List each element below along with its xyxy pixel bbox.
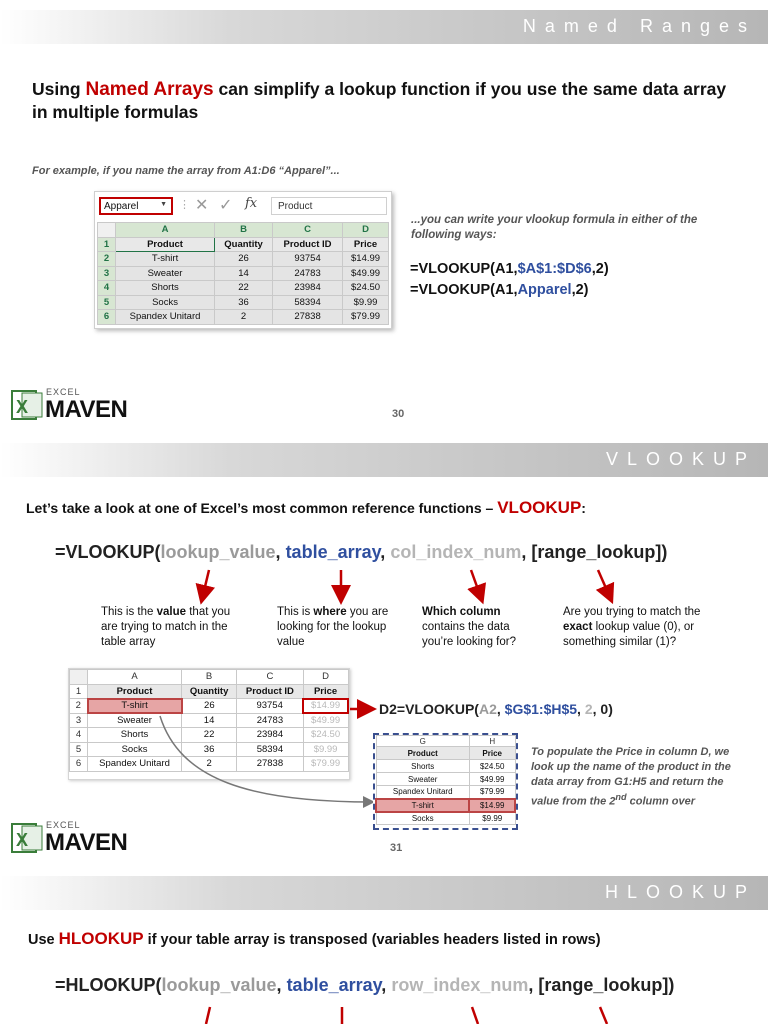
cell[interactable]: 36 (215, 295, 273, 310)
cell[interactable]: 93754 (273, 252, 343, 267)
row-number[interactable]: 6 (70, 757, 88, 772)
name-box-value: Apparel (104, 201, 139, 212)
cell[interactable]: $79.99 (343, 310, 389, 325)
gh-table (375, 735, 516, 825)
hlookup-intro (28, 929, 601, 949)
table-row (376, 747, 515, 760)
lookup-array-gh (373, 733, 518, 830)
cell[interactable]: $24.50 (343, 281, 389, 296)
separator-icon: ⋮ (179, 199, 190, 211)
arrow-lookup-value (206, 1007, 210, 1024)
arrow-range-lookup (600, 1007, 607, 1024)
desc-text: This is the (101, 606, 157, 618)
cell[interactable]: Spandex Unitard (116, 310, 215, 325)
cell[interactable]: Sweater (116, 266, 215, 281)
desc-text: contains the data you’re looking for? (422, 621, 516, 648)
row-number[interactable]: 4 (70, 728, 88, 743)
column-header-row (376, 736, 515, 747)
cell[interactable]: Spandex Unitard (376, 786, 469, 799)
page-number: 31 (390, 842, 403, 854)
section-title: HLOOKUP (604, 882, 756, 902)
cell[interactable]: 36 (182, 742, 237, 757)
page-number: 30 (392, 408, 405, 420)
header-cell[interactable]: Product (88, 684, 182, 699)
cell[interactable]: 2 (215, 310, 273, 325)
cell-lookup-highlight[interactable]: T-shirt (88, 699, 182, 714)
syntax-sep: , (528, 975, 539, 995)
cell[interactable]: $14.99 (343, 252, 389, 267)
formula-range: $A$1:$D$6 (517, 261, 592, 277)
table-row (376, 799, 515, 812)
cell[interactable]: 22 (182, 728, 237, 743)
syntax-range-lookup: [range_lookup]) (538, 975, 675, 995)
syntax-sep: , (380, 542, 391, 562)
cell[interactable]: 24783 (273, 266, 343, 281)
row-number[interactable]: 1 (70, 684, 88, 699)
cell-match-highlight[interactable]: T-shirt (376, 799, 469, 812)
cell[interactable]: 26 (182, 699, 237, 714)
cell[interactable]: Socks (88, 742, 182, 757)
formula-text-end: ,2) (571, 282, 589, 298)
cell[interactable]: 27838 (273, 310, 343, 325)
row-number[interactable]: 3 (70, 713, 88, 728)
cell[interactable]: $24.50 (469, 760, 515, 773)
check-icon[interactable]: ✓ (219, 197, 233, 214)
header-cell[interactable]: Quantity (182, 684, 237, 699)
cell[interactable]: Shorts (376, 760, 469, 773)
cell[interactable]: 23984 (237, 728, 304, 743)
cell[interactable]: 58394 (273, 295, 343, 310)
desc-bold: value (156, 606, 187, 618)
cell[interactable]: $49.99 (343, 266, 389, 281)
desc-text: that you are trying to match in the table array (101, 606, 231, 648)
cell[interactable]: $9.99 (469, 812, 515, 825)
corner-cell (70, 670, 88, 685)
annotation-arrows (0, 565, 768, 605)
intro-text-end: : (581, 500, 586, 516)
explain-sup: nd (615, 792, 627, 802)
cell[interactable]: 14 (215, 266, 273, 281)
cell[interactable]: $9.99 (303, 742, 348, 757)
desc-range-lookup (563, 605, 728, 650)
annotation-arrows-hlookup (0, 1004, 768, 1024)
desc-text: you are looking for the lookup value (277, 606, 389, 648)
desc-text: This is (277, 606, 314, 618)
col-header-d[interactable]: D (343, 223, 389, 238)
formula-range-version (410, 261, 609, 277)
explain-text: To populate the Price in column D, we look up the name of the product in the data array from G1:H5 and return the value from the 2 (531, 746, 731, 808)
d2-arg-range: $G$1:$H$5 (504, 701, 578, 717)
col-header-h[interactable]: H (469, 736, 515, 747)
logo-main-text: MAVEN (45, 396, 128, 423)
syntax-row-index: row_index_num (391, 975, 529, 995)
arrow-to-lookup-table (160, 716, 372, 802)
chevron-down-icon: ▼ (160, 201, 167, 208)
cell[interactable]: 26 (215, 252, 273, 267)
syntax-sep: , (381, 975, 392, 995)
formula-named-version (410, 282, 588, 298)
col-header-c[interactable]: C (273, 223, 343, 238)
headline-text-rest: can simplify a lookup function if you use the same data array in multiple formulas (32, 79, 727, 122)
excel-logo-icon (10, 820, 44, 856)
corner-cell (98, 223, 116, 238)
cell[interactable]: 93754 (237, 699, 304, 714)
formula-text-end: ,2) (591, 261, 609, 277)
section-bar-hlookup (0, 876, 768, 910)
vlookup-explanation (531, 745, 731, 810)
arrow-range-lookup (598, 570, 609, 595)
table-row (376, 786, 515, 799)
header-cell[interactable]: Price (469, 747, 515, 760)
table-row (98, 237, 389, 252)
header-cell[interactable]: Product ID (273, 237, 343, 252)
cell[interactable]: Sweater (376, 773, 469, 786)
row-number[interactable]: 5 (98, 295, 116, 310)
row-number[interactable]: 3 (98, 266, 116, 281)
fx-icon[interactable]: fx (245, 196, 258, 211)
row-number[interactable]: 2 (70, 699, 88, 714)
table-row (98, 252, 389, 267)
d2-text: D2=VLOOKUP( (379, 701, 479, 717)
headline-highlight: Named Arrays (85, 79, 214, 100)
d2-arg-col: 2 (584, 701, 593, 717)
header-cell[interactable]: Price (303, 684, 348, 699)
arrow-col-index (471, 570, 480, 595)
excel-logo-icon (10, 387, 44, 423)
section-bar-named-ranges (0, 10, 768, 44)
row-number[interactable]: 5 (70, 742, 88, 757)
table-row (376, 773, 515, 786)
formula-named-array: Apparel (517, 282, 572, 298)
arrow-row-index (472, 1007, 478, 1024)
syntax-col-index: col_index_num (390, 542, 522, 562)
example-note: For example, if you name the array from A1:D6 “Apparel”... (32, 165, 340, 177)
desc-bold: exact (563, 621, 593, 633)
table-row (98, 295, 389, 310)
cell[interactable]: $24.50 (303, 728, 348, 743)
syntax-lookup-value: lookup_value (161, 975, 277, 995)
d2-sep: , (577, 701, 585, 717)
svg-text:X: X (16, 397, 29, 417)
vlookup-syntax (55, 542, 667, 563)
intro-text: Use (28, 932, 59, 948)
section-title: Named Ranges (522, 16, 756, 36)
svg-text:X: X (16, 830, 29, 850)
cell[interactable]: Spandex Unitard (88, 757, 182, 772)
col-header-a[interactable]: A (116, 223, 215, 238)
syntax-sep: , (275, 542, 286, 562)
column-header-row (98, 223, 389, 238)
cell[interactable]: Socks (376, 812, 469, 825)
d2-formula (379, 701, 613, 717)
cell[interactable]: 22 (215, 281, 273, 296)
desc-bold: where (313, 606, 347, 618)
cell[interactable]: Shorts (116, 281, 215, 296)
desc-bold: Which column (422, 606, 501, 618)
vlookup-intro (26, 498, 586, 518)
table-row (376, 812, 515, 825)
row-number[interactable]: 4 (98, 281, 116, 296)
header-cell[interactable]: Product ID (237, 684, 304, 699)
syntax-range-lookup: [range_lookup]) (531, 542, 668, 562)
apparel-table (97, 222, 389, 325)
excel-maven-logo (10, 387, 140, 423)
section-bar-vlookup (0, 443, 768, 477)
cell[interactable]: $49.99 (469, 773, 515, 786)
slide1-headline (32, 78, 732, 123)
header-cell[interactable]: Product (116, 237, 215, 252)
col-header-b[interactable]: B (215, 223, 273, 238)
syntax-lookup-value: lookup_value (160, 542, 276, 562)
cancel-icon[interactable]: ✕ (195, 197, 209, 214)
cell[interactable]: 27838 (237, 757, 304, 772)
formula-text: =VLOOKUP(A1, (410, 261, 518, 277)
logo-small-text: EXCEL (46, 387, 81, 397)
row-number[interactable]: 6 (98, 310, 116, 325)
intro-highlight: HLOOKUP (58, 929, 144, 948)
col-header-b[interactable]: B (182, 670, 237, 685)
d2-sep: , (496, 701, 505, 717)
table-row (98, 281, 389, 296)
syntax-sep: , (521, 542, 532, 562)
explain-text-end: column over (626, 795, 696, 808)
cell[interactable]: $49.99 (303, 713, 348, 728)
cell[interactable]: $9.99 (343, 295, 389, 310)
desc-col-index (422, 605, 534, 650)
intro-text-end: if your table array is transposed (variables headers listed in rows) (143, 932, 601, 948)
formula-bar[interactable]: Product (271, 197, 387, 215)
syntax-function: =VLOOKUP( (55, 542, 161, 562)
name-box[interactable] (99, 197, 173, 215)
col-header-c[interactable]: C (237, 670, 304, 685)
desc-text: Are you trying to match the (563, 606, 701, 618)
col-header-a[interactable]: A (88, 670, 182, 685)
cell[interactable]: 14 (182, 713, 237, 728)
excel-snapshot-apparel (94, 191, 392, 329)
side-note: ...you can write your vlookup formula in either of the following ways: (411, 214, 698, 241)
cell[interactable]: $79.99 (469, 786, 515, 799)
desc-lookup-value (101, 605, 241, 650)
cell[interactable]: Socks (116, 295, 215, 310)
header-cell[interactable]: Quantity (215, 237, 273, 252)
column-header-row (70, 670, 349, 685)
desc-text: lookup value (0), or something similar (1)? (563, 621, 695, 648)
cell[interactable]: Shorts (88, 728, 182, 743)
cell-match-highlight[interactable]: $14.99 (469, 799, 515, 812)
desc-table-array (277, 605, 389, 650)
d2-arg-lookup: A2 (478, 701, 497, 717)
logo-main-text: MAVEN (45, 829, 128, 856)
table-row (376, 760, 515, 773)
cell[interactable]: T-shirt (116, 252, 215, 267)
intro-highlight: VLOOKUP (497, 498, 582, 517)
cell[interactable]: 58394 (237, 742, 304, 757)
row-number[interactable]: 2 (98, 252, 116, 267)
col-header-g[interactable]: G (376, 736, 469, 747)
row-number[interactable]: 1 (98, 237, 116, 252)
hlookup-syntax (55, 975, 674, 996)
syntax-table-array: table_array (285, 542, 381, 562)
headline-text: Using (32, 79, 86, 99)
table-row (98, 266, 389, 281)
header-cell[interactable]: Product (376, 747, 469, 760)
col-header-d[interactable]: D (303, 670, 348, 685)
d2-text-end: , 0) (592, 701, 613, 717)
syntax-function: =HLOOKUP( (55, 975, 162, 995)
syntax-sep: , (276, 975, 287, 995)
arrow-lookup-value (203, 570, 209, 595)
excel-maven-logo (10, 820, 140, 856)
cell[interactable]: 24783 (237, 713, 304, 728)
syntax-table-array: table_array (286, 975, 382, 995)
logo-small-text: EXCEL (46, 820, 81, 830)
intro-text: Let’s take a look at one of Excel’s most common reference functions – (26, 500, 498, 516)
cell[interactable]: 2 (182, 757, 237, 772)
section-title: VLOOKUP (605, 449, 756, 469)
header-cell[interactable]: Price (343, 237, 389, 252)
table-row (98, 310, 389, 325)
cell[interactable]: Sweater (88, 713, 182, 728)
cell-result-highlight[interactable]: $14.99 (303, 699, 348, 714)
cell[interactable]: $79.99 (303, 757, 348, 772)
cell[interactable]: 23984 (273, 281, 343, 296)
formula-text: =VLOOKUP(A1, (410, 282, 518, 298)
